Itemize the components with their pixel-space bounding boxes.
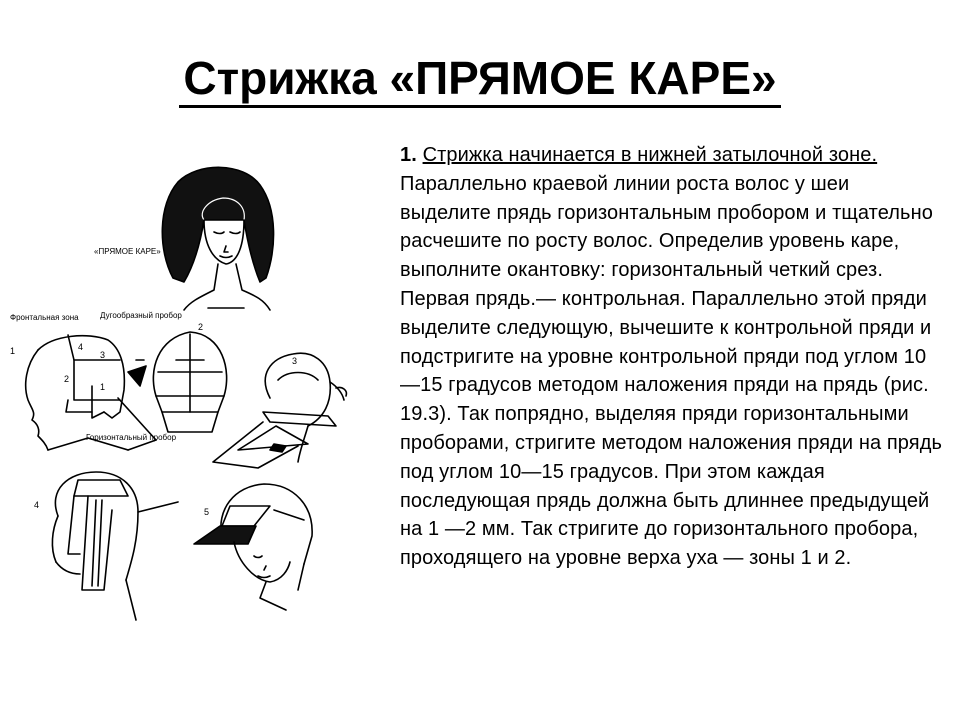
figure-2-back-view	[128, 332, 227, 432]
step-lead-sentence: Стрижка начинается в нижней затылочной зоне.	[422, 144, 878, 166]
zone-number-1: 1	[100, 382, 106, 392]
figure-caption: «ПРЯМОЕ КАРЕ»	[94, 247, 161, 256]
instruction-text	[400, 141, 945, 573]
figure-number-1: 1	[10, 346, 16, 356]
haircut-diagram-svg	[8, 150, 368, 630]
figure-4-side-strands	[52, 472, 178, 620]
zone-number-4: 4	[78, 342, 84, 352]
label-arc-parting: Дугообразный пробор	[100, 311, 182, 320]
label-horizontal-parting: Горизонтальный пробор	[86, 433, 177, 442]
figure-number-3: 3	[292, 356, 298, 366]
zone-number-2: 2	[64, 374, 70, 384]
figure-3-back-cut	[213, 353, 346, 468]
figure-number-5: 5	[204, 507, 210, 517]
step-body-text: Параллельно краевой линии роста волос у шеи выделите прядь горизонтальным пробором и тщательно расчешите по росту волос. Определив уровень каре, выполните окантовку: горизонтальный четкий срез. Первая прядь.— контрольная. Параллельно этой пряди выделите следующую, вычешите к контрольной пряди и подстригите на уровне контрольной пряди под углом 10—15 градусов методом наложения пряди на прядь (рис. 19.3). Так попрядно, выделяя пряди горизонтальными проборами, стригите методом наложения пряди на прядь под углом 10—15 градусов. При этом каждая последующая прядь должна быть длиннее предыдущей на 1 —2 мм. Так стригите до горизонтального пробора, проходящего на уровне верха уха — зоны 1 и 2.	[400, 172, 942, 570]
portrait-bob-figure	[162, 167, 273, 310]
slide-title	[0, 53, 960, 104]
step-number: 1.	[400, 144, 417, 166]
zone-number-3: 3	[100, 350, 106, 360]
figure-5-front-cut	[194, 484, 312, 610]
figure-number-2: 2	[198, 322, 204, 332]
haircut-illustration	[8, 150, 368, 630]
label-frontal-zone: Фронтальная зона	[10, 313, 79, 322]
slide-title-text: Стрижка «ПРЯМОЕ КАРЕ»	[179, 52, 780, 108]
figure-number-4: 4	[34, 500, 40, 510]
